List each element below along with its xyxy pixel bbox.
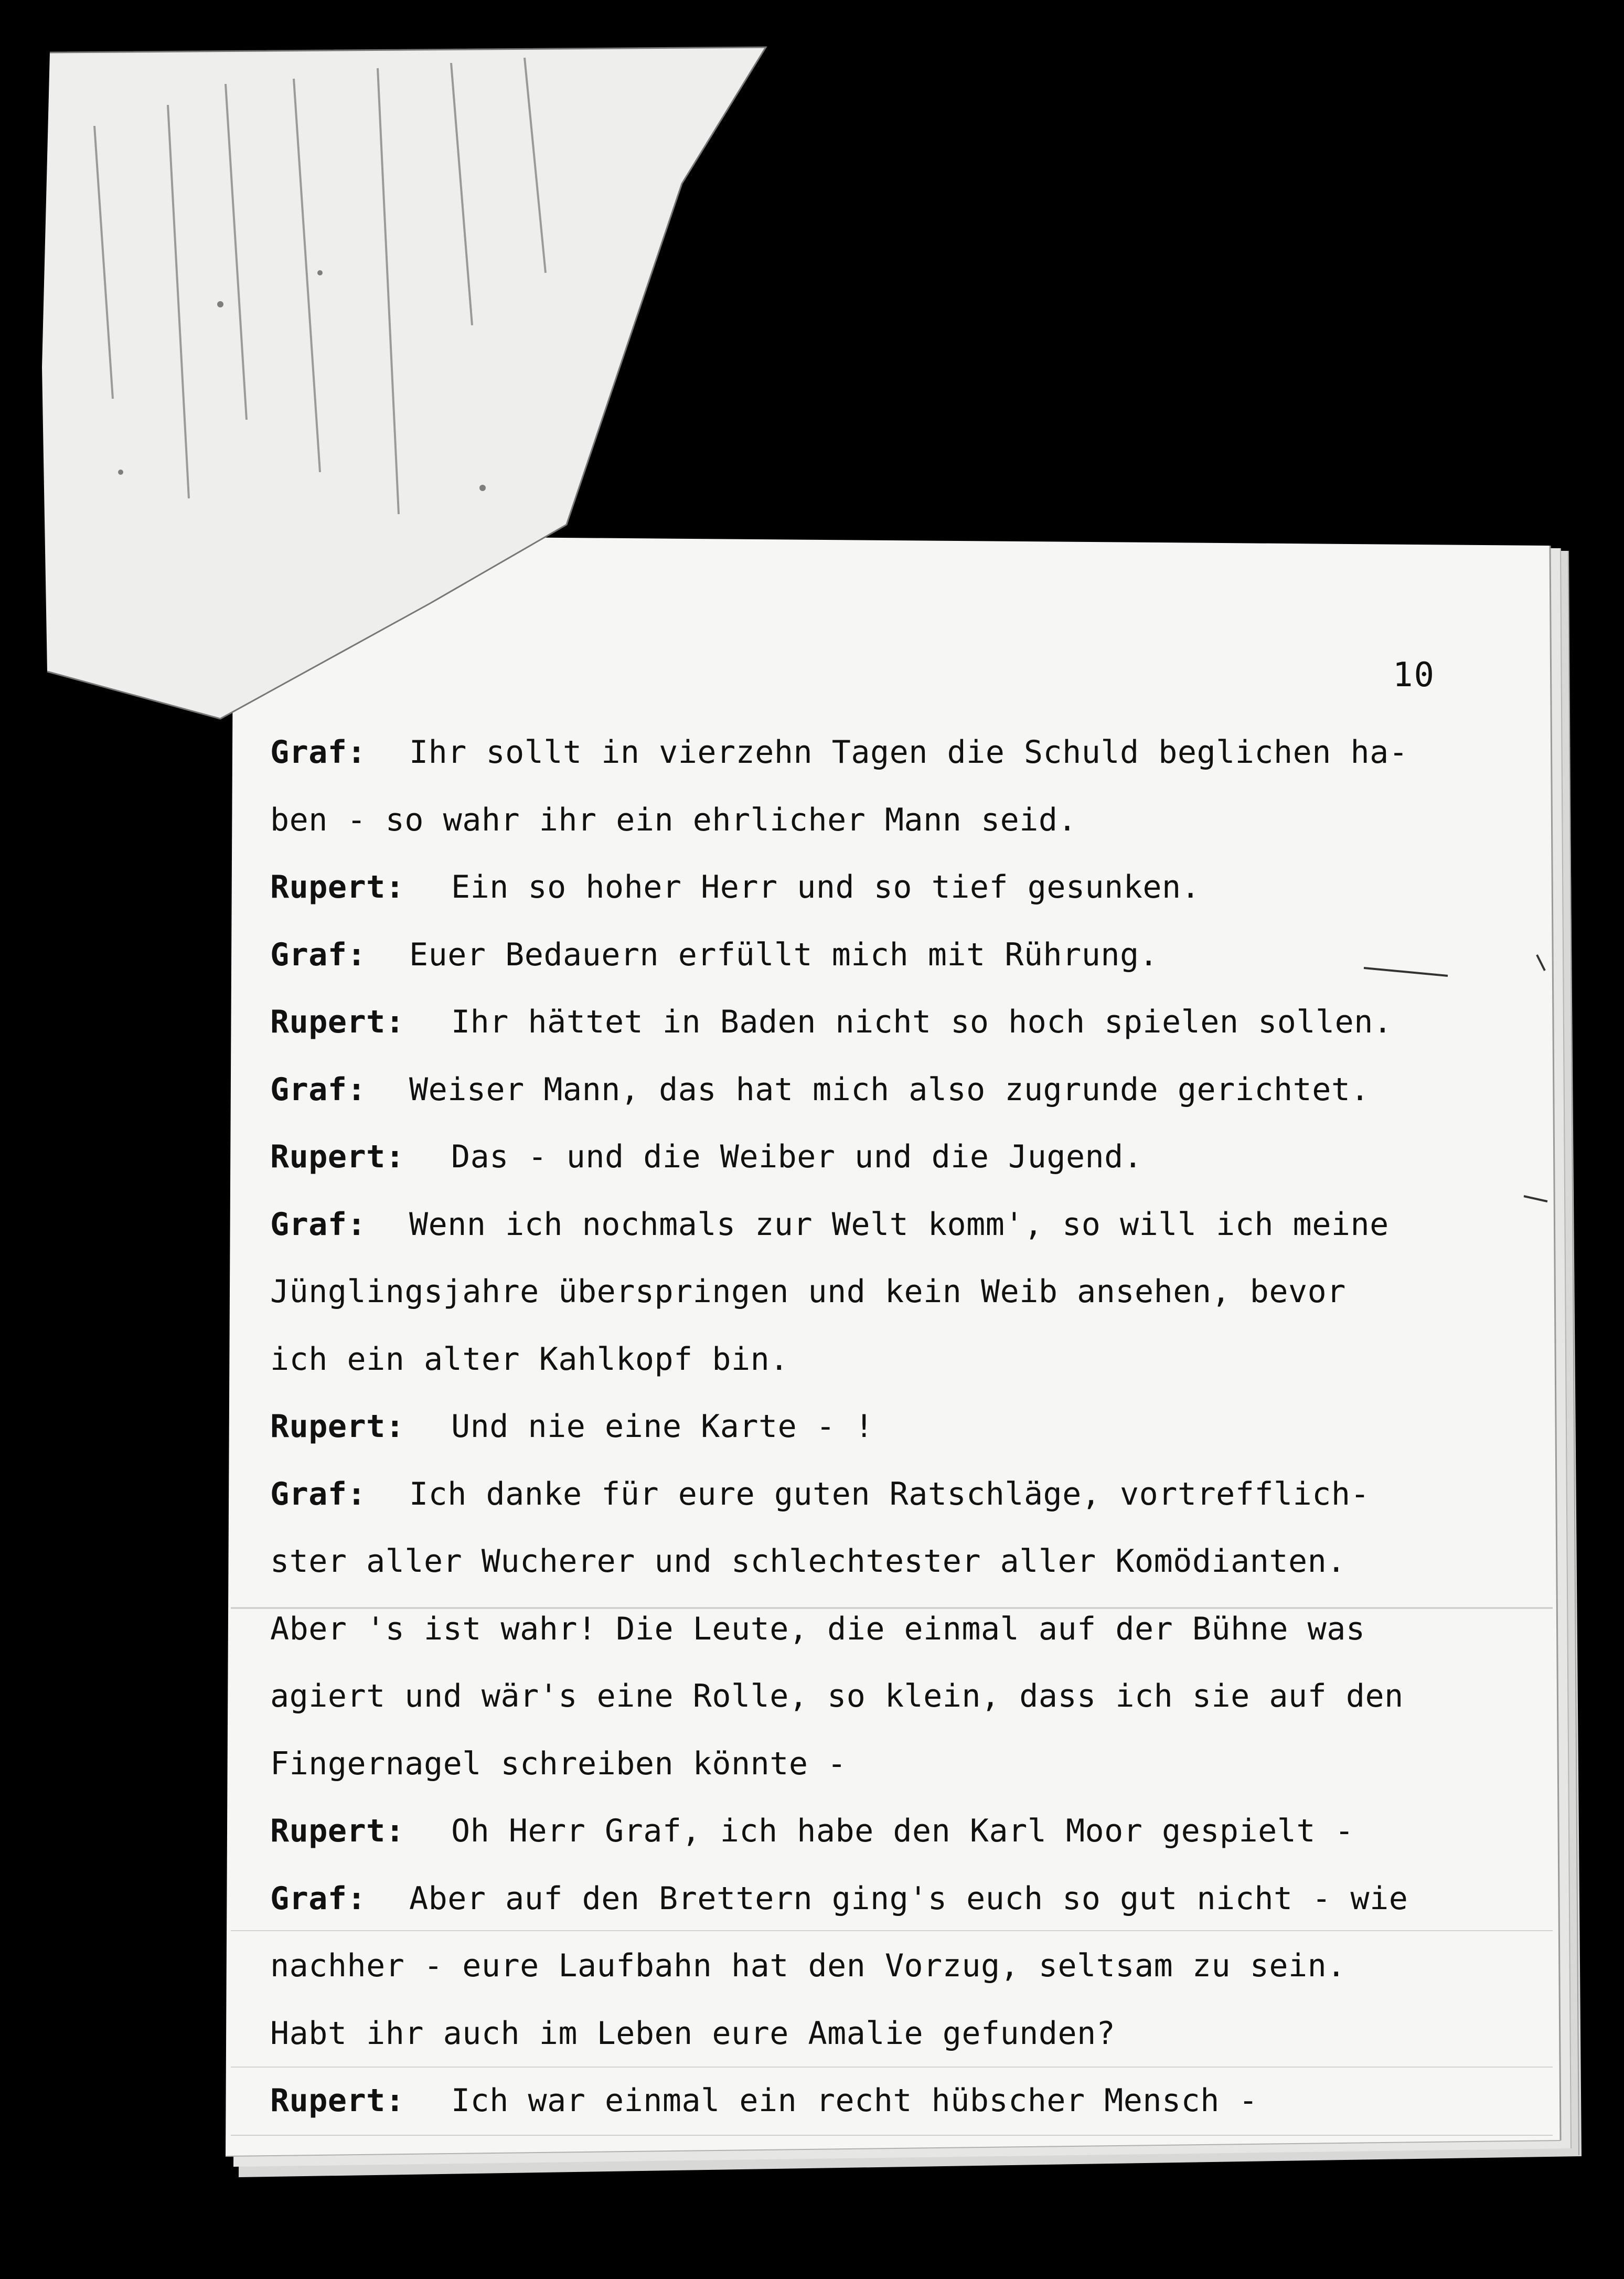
speech-text: Ich danke für eure guten Ratschläge, vortrefflich- [409,1475,1370,1513]
dialogue-line [270,1663,1477,1730]
speech-text: ben - so wahr ihr ein ehrlicher Mann seid. [270,801,1077,838]
speech-text: Fingernagel schreiben könnte - [270,1745,847,1782]
speaker-name: Graf: [270,936,367,973]
dialogue-line [270,988,1477,1056]
speech-text: ich ein alter Kahlkopf bin. [270,1340,789,1378]
dialogue-line [270,1865,1477,1933]
page-number: 10 [1393,656,1436,695]
speech-text: Ich war einmal ein recht hübscher Mensch - [451,2082,1258,2119]
dialogue-line [270,1393,1477,1461]
speech-text: ster aller Wucherer und schlechtester aller Komödianten. [270,1543,1346,1580]
speech-text: Ein so hoher Herr und so tief gesunken. [451,869,1201,906]
dialogue-line [270,719,1477,786]
dialogue-line [270,921,1477,989]
speaker-name: Rupert: [270,1138,405,1175]
dialogue-line [270,854,1477,921]
speech-text: Und nie eine Karte - ! [451,1408,874,1445]
speech-text: Oh Herr Graf, ich habe den Karl Moor gespielt - [451,1813,1354,1849]
speech-text: Aber auf den Brettern ging's euch so gut nicht - wie [409,1880,1408,1917]
speech-text: Jünglingsjahre überspringen und kein Weib ansehen, bevor [270,1273,1346,1310]
script-dialogue [270,719,1477,2135]
dialogue-line [270,1326,1477,1393]
speech-text: Euer Bedauern erfüllt mich mit Rührung. [409,936,1159,973]
speech-text: Ihr hättet in Baden nicht so hoch spielen sollen. [451,1004,1393,1040]
speaker-name: Rupert: [270,1408,405,1445]
dialogue-line [270,1461,1477,1528]
dialogue-line [270,2067,1477,2135]
dialogue-line [270,1191,1477,1259]
speech-text: Das - und die Weiber und die Jugend. [451,1138,1143,1175]
speech-text: Weiser Mann, das hat mich also zugrunde gerichtet. [409,1071,1370,1108]
speaker-name: Graf: [270,1071,367,1108]
dialogue-line [270,1123,1477,1191]
speaker-name: Rupert: [270,869,405,906]
speaker-name: Graf: [270,1206,367,1243]
speech-text: agiert und wär's eine Rolle, so klein, dass ich sie auf den [270,1678,1404,1714]
speech-text: Ihr sollt in vierzehn Tagen die Schuld beglichen ha- [409,734,1408,771]
dialogue-line [270,2000,1477,2068]
dialogue-line [270,1528,1477,1595]
speech-text: Wenn ich nochmals zur Welt komm', so will ich meine [409,1206,1389,1243]
dialogue-line [270,786,1477,854]
speech-text: Habt ihr auch im Leben eure Amalie gefunden? [270,2015,1116,2052]
dialogue-line [270,1258,1477,1326]
dialogue-line [270,1797,1477,1865]
dialogue-line [270,1056,1477,1124]
speaker-name: Rupert: [270,1004,405,1040]
speaker-name: Graf: [270,734,367,771]
dialogue-line [270,1595,1477,1663]
speaker-name: Rupert: [270,2082,405,2119]
speech-text: Aber 's ist wahr! Die Leute, die einmal auf der Bühne was [270,1610,1365,1647]
dialogue-line [270,1932,1477,2000]
dialogue-line [270,1730,1477,1798]
speaker-name: Rupert: [270,1813,405,1849]
speaker-name: Graf: [270,1880,367,1917]
speech-text: nachher - eure Laufbahn hat den Vorzug, seltsam zu sein. [270,1947,1346,1984]
speaker-name: Graf: [270,1475,367,1513]
